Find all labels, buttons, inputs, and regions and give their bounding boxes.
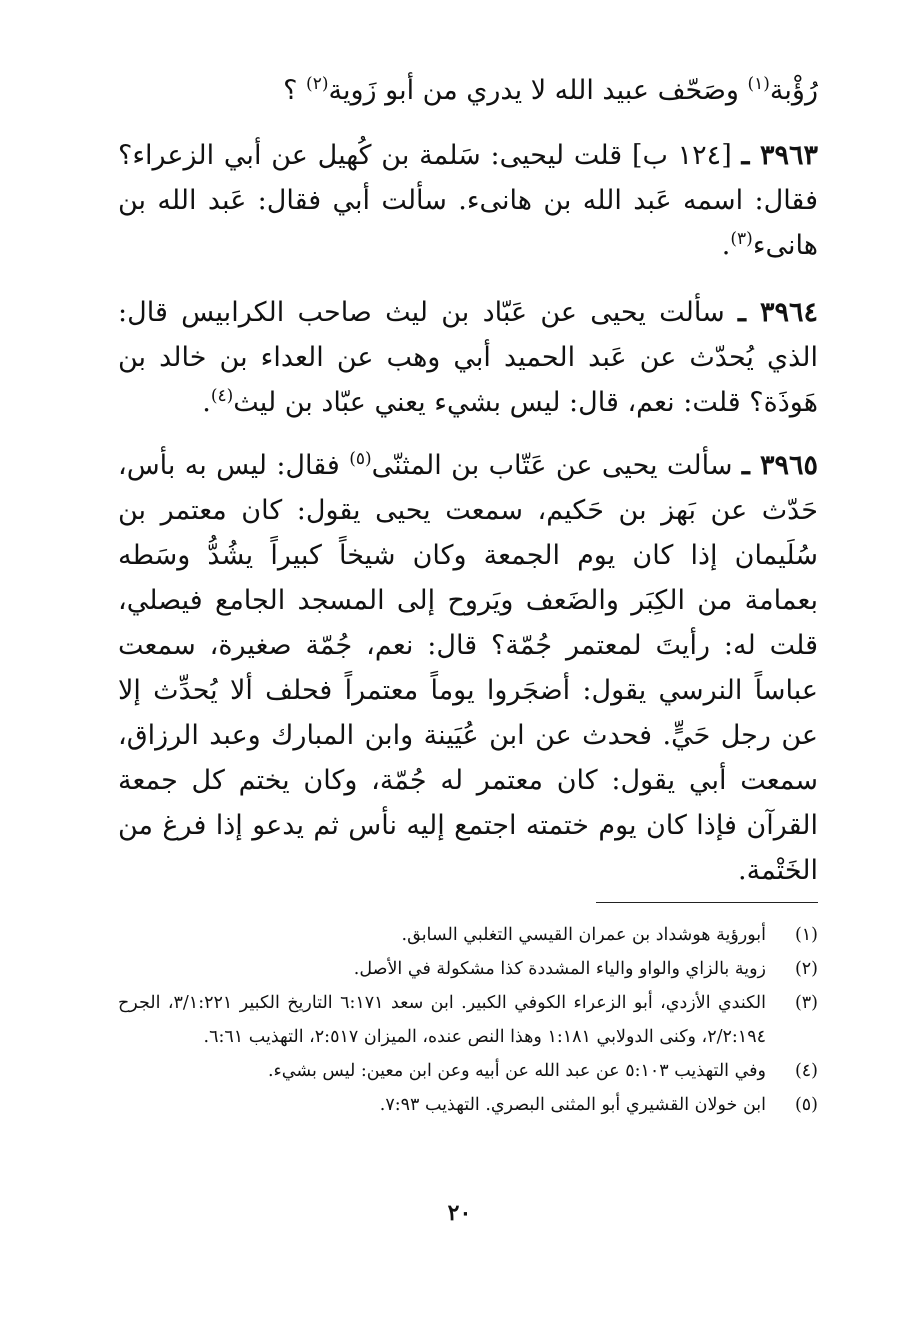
paragraph-3963: [118, 133, 818, 268]
entry-number: ٣٩٦٣ ـ: [741, 140, 818, 171]
entry-text: [١٢٤ ب] قلت ليحيى: سَلمة بن كُهيل عن أبي الزعراء؟ فقال: اسمه عَبد الله بن هانىء. سألت أبي فقال: عَبد الله بن هانىء: [118, 140, 818, 261]
footnotes: [118, 918, 818, 1122]
footnote-item: [118, 986, 818, 1054]
footnote-number: (٤): [794, 1061, 818, 1081]
footnote-text: الكندي الأزدي، أبو الزعراء الكوفي الكبير. ابن سعد ٦:١٧١ التاريخ الكبير ٣/١:٢٢١، الجرح ٢/٢:١٩٤، وكنى الدولابي ١:١٨١ وهذا النص عنده، الميزان ٢:٥١٧، التهذيب ٦:٦١.: [118, 993, 766, 1047]
word-ruba: رُؤْبة: [769, 75, 818, 106]
entry-text-b: فقال: ليس به بأس، حَدّث عن بَهز بن حَكيم، سمعت يحيى يقول: كان معتمر بن سُلَيمان إذا كان يوم الجمعة وكان شيخاً كبيراً يشُدُّ وسَطه بعمامة من الكِبَر والضَعف ويَروح إلى المسجد الجامع فيصلي، قلت له: رأيتَ لمعتمر جُمّة؟ قال: نعم، جُمّة صغيرة، سمعت عباساً النرسي يقول: أضجَروا يوماً معتمراً فحلف ألا يُحدِّث إلا عن رجل حَيٍّ. فحدث عن ابن عُيَينة وابن المبارك وعبد الرزاق، سمعت أبي يقول: كان معتمر له جُمّة، وكان يختم كل جمعة القرآن فإذا كان يوم ختمته اجتمع إليه نأس ثم يدعو إذا فرغ من الخَتْمة.: [118, 450, 818, 886]
footnote-text: ابن خولان القشيري أبو المثنى البصري. التهذيب ٧:٩٣.: [379, 1095, 766, 1115]
entry-text: سألت يحيى عن عَبّاد بن ليث صاحب الكرابيس قال: الذي يُحدّث عن عَبد الحميد أبي وهب عن العداء بن خالد بن هَوذَة؟ قلت: نعم، قال: ليس بشيء يعني عبّاد بن ليث: [118, 297, 818, 418]
entry-end: .: [202, 387, 211, 418]
footnote-item: [118, 1054, 818, 1088]
footnote-text: وفي التهذيب ٥:١٠٣ عن عبد الله عن أبيه وعن ابن معين: ليس بشيء.: [267, 1061, 766, 1081]
footnote-ref-2[interactable]: (٢): [306, 74, 329, 94]
footnote-item: [118, 1088, 818, 1122]
footnote-ref-3[interactable]: (٣): [730, 229, 753, 249]
entry-end: .: [721, 230, 731, 261]
footnote-item: [118, 918, 818, 952]
footnote-ref-1[interactable]: (١): [747, 74, 770, 94]
main-text: [118, 68, 818, 113]
footnote-ref-5[interactable]: (٥): [349, 449, 372, 469]
footnote-number: (٢): [794, 959, 818, 979]
entry-text-a: سألت يحيى عن عَتّاب بن المثنّى: [371, 450, 742, 481]
footnote-text: أبورؤية هوشداد بن عمران القيسي التغلبي السابق.: [401, 925, 766, 945]
entry-number: ٣٩٦٥ ـ: [741, 450, 818, 481]
paragraph-3964: [118, 290, 818, 425]
continuation-line: [118, 68, 818, 113]
paragraph-3965: [118, 443, 818, 893]
page-number: ٢٠: [447, 1200, 472, 1226]
footnote-text: زوية بالزاي والواو والياء المشددة كذا مشكولة في الأصل.: [353, 959, 766, 979]
footnote-divider: [596, 902, 818, 903]
footnote-number: (٥): [794, 1095, 818, 1115]
continuation-end: ؟: [283, 75, 307, 106]
footnote-ref-4[interactable]: (٤): [210, 386, 234, 406]
footnote-number: (١): [794, 925, 818, 945]
footnote-item: [118, 952, 818, 986]
footnote-number: (٣): [794, 993, 818, 1013]
entry-number: ٣٩٦٤ ـ: [737, 297, 818, 328]
continuation-text: وصَحّف عبيد الله لا يدري من أبو زَوية: [328, 75, 748, 106]
